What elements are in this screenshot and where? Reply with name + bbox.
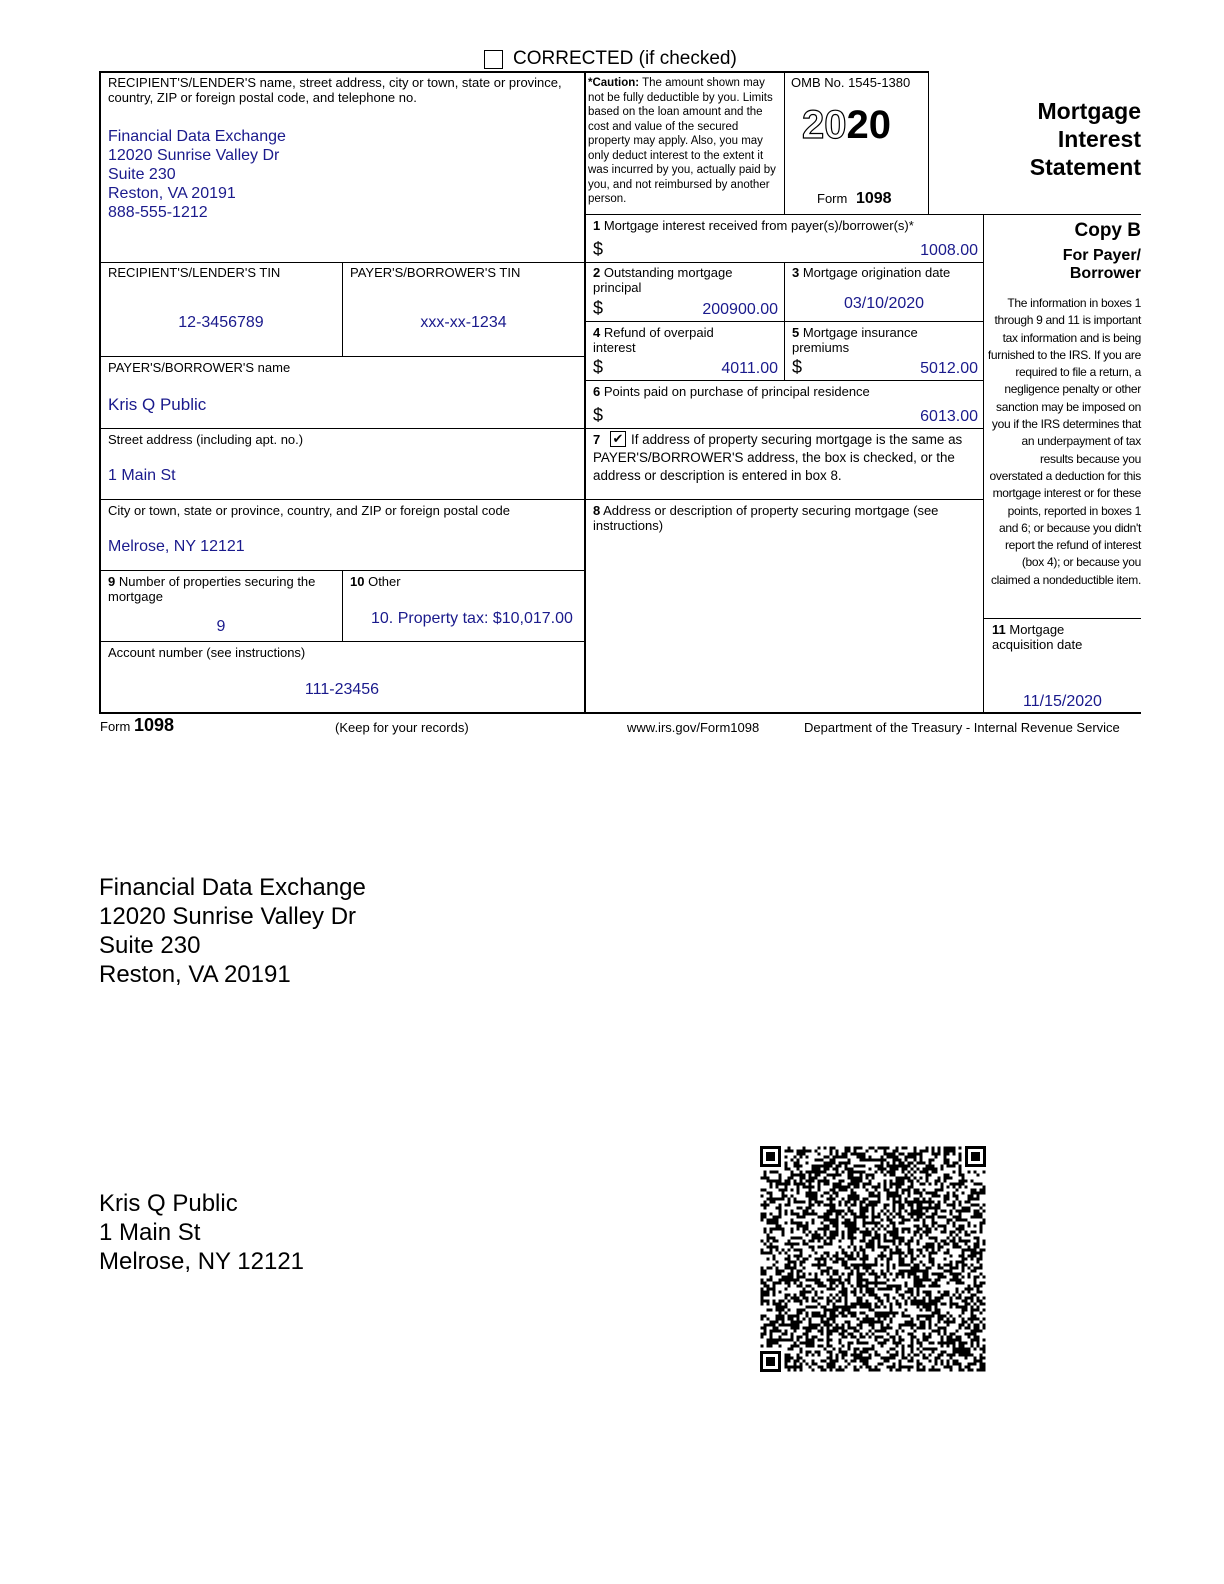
box4-dollar: $ [593, 357, 604, 377]
box1-dollar: $ [593, 239, 604, 259]
line-box1-top [585, 214, 1141, 215]
street-value: 1 Main St [108, 467, 176, 484]
box3-value: 03/10/2020 [843, 295, 925, 312]
sender-line: Reston, VA 20191 [99, 961, 291, 988]
box11-label [992, 622, 1122, 652]
box5-text: Mortgage insurance premiums [792, 325, 918, 355]
omb-form-num: 1098 [855, 190, 892, 207]
recipient-suite: Suite 230 [108, 166, 176, 183]
tax-year-outline: 20 [802, 103, 847, 147]
line-tin-divider [342, 262, 343, 357]
copy-title: Copy B [1074, 220, 1141, 241]
sender-line: Financial Data Exchange [99, 874, 366, 901]
footer-dept: Department of the Treasury - Internal Revenue Service [804, 720, 1120, 735]
copy-sub [990, 247, 1141, 283]
box2-value: 200900.00 [702, 301, 778, 318]
omb-form-number [817, 190, 892, 208]
recipient-line: Kris Q Public [99, 1190, 238, 1217]
line-box2-bottom [585, 321, 983, 322]
line-street-bottom [100, 499, 584, 500]
corrected-label: CORRECTED (if checked) [513, 48, 737, 69]
line-name-bottom [100, 428, 584, 429]
box4-num: 4 [593, 325, 601, 340]
recipient-street: 12020 Sunrise Valley Dr [108, 147, 280, 164]
box5-num: 5 [792, 325, 800, 340]
box6-label [593, 384, 870, 399]
recipient-line: Melrose, NY 12121 [99, 1248, 305, 1275]
box4-text: Refund of overpaid interest [593, 325, 714, 355]
box11-num: 11 [992, 622, 1006, 637]
line-box4-bottom [585, 380, 983, 381]
form-middle-divider [584, 71, 586, 714]
box4-value: 4011.00 [721, 360, 778, 377]
recipient-name: Financial Data Exchange [108, 128, 286, 145]
copy-sub2: Borrower [1069, 265, 1141, 282]
box9-label [108, 574, 338, 604]
street-label: Street address (including apt. no.) [108, 432, 304, 447]
omb-number: OMB No. 1545-1380 [791, 75, 911, 90]
payer-name: Kris Q Public [108, 395, 207, 414]
form-bottom-border [99, 712, 1141, 714]
omb-form-word: Form [817, 191, 848, 206]
payer-tin: xxx-xx-1234 [420, 314, 507, 331]
box4-label [593, 325, 743, 355]
footer-url: www.irs.gov/Form1098 [627, 720, 760, 735]
box3-text: Mortgage origination date [799, 265, 951, 280]
box6-text: Points paid on purchase of principal residence [600, 384, 870, 399]
payer-name-label: PAYER'S/BORROWER'S name [108, 360, 291, 375]
footer-form [100, 715, 174, 736]
box6-num: 6 [593, 384, 601, 399]
box8-num: 8 [593, 503, 601, 518]
copy-column-line [983, 214, 984, 714]
line-box6-bottom [585, 428, 983, 429]
omb-left-line [784, 71, 785, 214]
box5-dollar: $ [792, 357, 803, 377]
sender-address [99, 873, 366, 989]
recipient-address [99, 1189, 304, 1276]
box1-text: Mortgage interest received from payer(s)/borrower(s)* [600, 218, 914, 233]
box3-label [792, 265, 950, 280]
payer-tin-label: PAYER'S/BORROWER'S TIN [350, 265, 521, 280]
recipient-block-label: RECIPIENT'S/LENDER'S name, street address, city or town, state or province, country, ZIP or foreign postal code, and telephone no. [108, 75, 562, 105]
city-label: City or town, state or province, country, and ZIP or foreign postal code [108, 503, 510, 518]
box10-label [350, 574, 401, 589]
box9-value: 9 [216, 618, 226, 635]
form-top-border [99, 71, 928, 73]
footer-form-number: 1098 [133, 715, 175, 735]
recipient-phone: 888-555-1212 [108, 204, 208, 221]
form-title [940, 97, 1141, 181]
box6-dollar: $ [593, 405, 604, 425]
box1-value: 1008.00 [920, 242, 978, 259]
omb-right-line [928, 71, 929, 214]
box2-dollar: $ [593, 298, 604, 318]
sender-line: 12020 Sunrise Valley Dr [99, 903, 357, 930]
box5-value: 5012.00 [920, 360, 978, 377]
footer-keep: (Keep for your records) [335, 720, 469, 735]
tax-year-bold: 20 [846, 103, 891, 147]
recipient-city: Reston, VA 20191 [108, 185, 236, 202]
box2-label [593, 265, 778, 295]
box3-num: 3 [792, 265, 800, 280]
box8-label [593, 503, 978, 533]
box1-label [593, 218, 914, 233]
sender-line: Suite 230 [99, 932, 201, 959]
box10-num: 10 [350, 574, 365, 589]
box9-num: 9 [108, 574, 116, 589]
qr-code [760, 1146, 986, 1372]
recipient-tin: 12-3456789 [178, 314, 264, 331]
footer-form-word: Form [100, 719, 131, 734]
account-label: Account number (see instructions) [108, 645, 306, 660]
line-tin-bottom [100, 356, 584, 357]
city-value: Melrose, NY 12121 [108, 538, 245, 555]
account-value: 111-23456 [304, 681, 380, 698]
box11-value: 11/15/2020 [1023, 693, 1102, 710]
caution-text [588, 76, 780, 207]
line-box11-top [984, 618, 1141, 619]
tax-year [802, 103, 891, 147]
box10-text: Other [364, 574, 401, 589]
box7-label: If address of property securing mortgage is the same as PAYER'S/BORROWER'S address, the box is checked, or the address or description is entered in box 8. [593, 432, 963, 483]
title-line2: Interest [1057, 126, 1141, 152]
caution-bold: *Caution: [588, 77, 640, 89]
box7-checkbox[interactable]: ✔ [610, 431, 626, 447]
copy-sub1: For Payer/ [1062, 247, 1141, 264]
box11-text: Mortgage acquisition date [992, 622, 1083, 652]
line-box9-bottom [100, 641, 584, 642]
copy-notice: The information in boxes 1 through 9 and 11 is important tax information and is being furnished to the IRS. If you are required to file a return, a negligence penalty or other sanction may be imposed on you if the IRS determines that an underpayment of tax results because you overstated a deduction for this mortgage interest or for these points, reported in boxes 1 and 6; or because you didn't report the refund of interest (box 4); or because you claimed a nondeductible item. [987, 296, 1141, 587]
box9-text: Number of properties securing the mortgage [108, 574, 316, 604]
box10-value: 10. Property tax: $10,017.00 [371, 610, 573, 627]
box2-text: Outstanding mortgage principal [593, 265, 733, 295]
line-box7-bottom [585, 499, 983, 500]
corrected-checkbox[interactable] [484, 50, 503, 69]
recipient-line: 1 Main St [99, 1219, 201, 1246]
box1-num: 1 [593, 218, 601, 233]
title-line3: Statement [1029, 154, 1141, 180]
box5-label [792, 325, 942, 355]
box6-value: 6013.00 [920, 408, 978, 425]
recipient-tin-label: RECIPIENT'S/LENDER'S TIN [108, 265, 281, 280]
box2-num: 2 [593, 265, 601, 280]
caution-body: The amount shown may not be fully deductible by you. Limits based on the loan amount and the cost and value of the secured property may apply. Also, you may only deduct interest to the extent it was incurred by you, actually paid by you, and not reimbursed by another person. [588, 77, 776, 205]
title-line1: Mortgage [1037, 98, 1141, 124]
box7-num-text: 7 [593, 432, 601, 447]
line-box9-10-divider [342, 570, 343, 641]
box8-text: Address or description of property securing mortgage (see instructions) [593, 503, 939, 533]
